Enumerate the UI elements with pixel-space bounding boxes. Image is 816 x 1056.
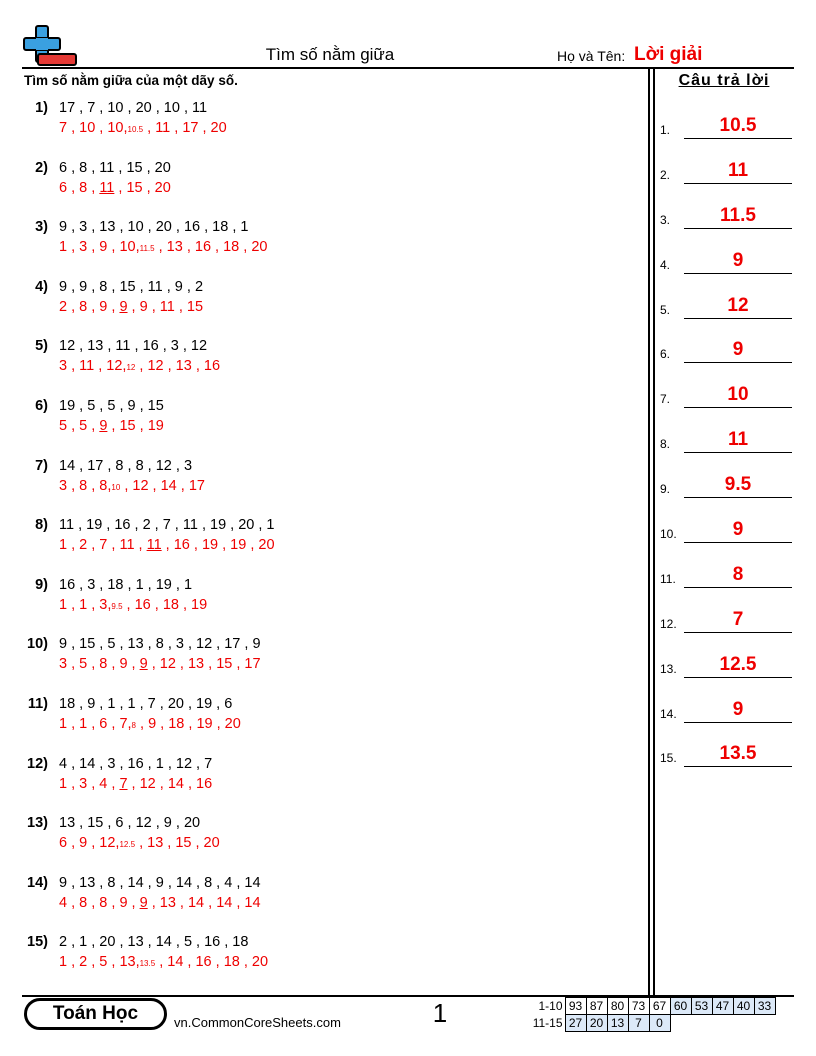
score-table-row-2 — [525, 1014, 671, 1032]
answer-item — [660, 471, 792, 516]
answer-value: 11.5 — [720, 204, 756, 226]
answer-value: 11 — [727, 159, 749, 181]
problem-number: 5) — [35, 338, 48, 355]
problem-item — [22, 696, 642, 756]
solution-median: 11 — [99, 179, 115, 196]
page-title: Tìm số nằm giữa — [265, 45, 395, 64]
problem-item — [22, 636, 642, 696]
problem-sequence: 6 , 8 , 11 , 15 , 20 — [59, 159, 171, 176]
answer-item — [660, 561, 792, 606]
answer-number: 15. — [660, 751, 677, 766]
solution-left: 6 , 9 , 12, — [59, 835, 120, 852]
problem-number: 12) — [27, 755, 48, 772]
score-range-label: 1-10 — [538, 999, 563, 1013]
answer-line — [684, 318, 792, 319]
answer-number: 8. — [660, 437, 671, 452]
solution-right: , 12 , 13 , 15 , 17 — [147, 656, 261, 673]
problem-item — [22, 934, 642, 994]
answer-list — [660, 112, 792, 785]
problem-number: 10) — [27, 636, 48, 653]
answer-value: 7 — [732, 608, 744, 630]
solution-median: 9.5 — [111, 601, 123, 611]
sorted-solution — [59, 656, 261, 672]
score-row — [525, 1015, 670, 1032]
score-cell: 40 — [733, 998, 754, 1015]
solution-left: 1 , 3 , 9 , 10, — [59, 239, 140, 256]
score-cell: 87 — [586, 998, 607, 1015]
answer-value: 12 — [727, 294, 749, 316]
answer-line — [684, 722, 792, 723]
score-cell: 93 — [565, 998, 586, 1015]
answer-number: 2. — [660, 167, 671, 182]
problem-number: 9) — [35, 576, 48, 593]
answer-line — [684, 587, 792, 588]
sorted-solution — [59, 358, 220, 374]
solution-left: 1 , 3 , 4 , — [59, 775, 120, 792]
score-cell: 60 — [670, 998, 691, 1015]
solution-right: , 9 , 18 , 19 , 20 — [136, 715, 241, 732]
solution-right: , 13 , 15 , 20 — [135, 835, 220, 852]
solution-median: 8 — [131, 720, 136, 730]
answer-item — [660, 426, 792, 471]
sorted-solution — [59, 180, 171, 196]
answer-value: 9 — [732, 339, 744, 361]
problem-number: 3) — [35, 219, 48, 236]
score-cell: 13 — [607, 1015, 628, 1032]
answer-value: 9 — [732, 249, 744, 271]
column-divider-left — [648, 67, 650, 995]
answer-line — [684, 362, 792, 363]
problem-sequence: 9 , 15 , 5 , 13 , 8 , 3 , 12 , 17 , 9 — [59, 636, 261, 653]
sorted-solution — [59, 299, 203, 315]
solution-median: 9 — [139, 656, 148, 673]
answer-number: 5. — [660, 302, 671, 317]
solution-median: 9 — [99, 417, 108, 434]
answer-item — [660, 696, 792, 741]
problem-item — [22, 756, 642, 816]
solution-left: 1 , 2 , 7 , 11 , — [59, 537, 147, 554]
problem-number: 6) — [35, 397, 48, 414]
problem-item — [22, 875, 642, 935]
problem-item — [22, 279, 642, 339]
answer-number: 1. — [660, 123, 671, 137]
answer-number: 4. — [660, 257, 671, 272]
answer-line — [684, 542, 792, 543]
answer-value: 8 — [732, 563, 744, 585]
solution-median: 11 — [146, 537, 162, 554]
problem-number: 13) — [27, 815, 48, 832]
solution-median: 13.5 — [139, 959, 156, 969]
answer-line — [684, 407, 792, 408]
solution-left: 4 , 8 , 8 , 9 , — [59, 894, 140, 911]
solution-right: , 14 , 16 , 18 , 20 — [155, 954, 269, 971]
score-range-label: 11-15 — [532, 1016, 563, 1030]
solution-median: 9 — [119, 298, 128, 315]
problem-item — [22, 458, 642, 518]
solution-left: 2 , 8 , 9 , — [59, 298, 120, 315]
solution-left: 3 , 11 , 12, — [59, 358, 127, 375]
solution-left: 1 , 2 , 5 , 13, — [59, 954, 140, 971]
top-divider — [22, 67, 794, 69]
answer-number: 10. — [660, 527, 677, 542]
answer-number: 3. — [660, 212, 671, 227]
score-cell: 27 — [565, 1015, 586, 1032]
problem-list — [22, 100, 642, 994]
solution-left: 7 , 10 , 10, — [59, 120, 128, 136]
problem-item — [22, 517, 642, 577]
solution-right: , 16 , 19 , 19 , 20 — [161, 537, 275, 554]
sorted-solution — [59, 776, 212, 792]
problem-item — [22, 577, 642, 637]
problem-item — [22, 160, 642, 220]
sorted-solution — [59, 954, 268, 970]
answer-value: 12.5 — [719, 653, 757, 675]
answer-item — [660, 606, 792, 651]
problem-sequence: 2 , 1 , 20 , 13 , 14 , 5 , 16 , 18 — [59, 934, 249, 951]
name-value: Lời giải — [634, 44, 703, 65]
answer-line — [684, 273, 792, 274]
problem-item — [22, 815, 642, 875]
problem-sequence: 18 , 9 , 1 , 1 , 7 , 20 , 19 , 6 — [59, 695, 233, 712]
answer-number: 13. — [660, 661, 677, 676]
problem-number: 11) — [27, 695, 48, 712]
problem-sequence: 9 , 3 , 13 , 10 , 20 , 16 , 18 , 1 — [59, 219, 249, 236]
problem-item — [22, 100, 642, 160]
answer-item — [660, 112, 792, 157]
problem-sequence: 19 , 5 , 5 , 9 , 15 — [59, 397, 164, 414]
answer-number: 14. — [660, 706, 677, 721]
problem-number: 2) — [35, 159, 48, 176]
answer-value: 9 — [732, 519, 744, 541]
score-row — [525, 998, 775, 1015]
answer-line — [684, 497, 792, 498]
solution-median: 9 — [139, 894, 148, 911]
solution-median: 12 — [126, 363, 136, 373]
brand-badge: Toán Học — [24, 998, 167, 1030]
name-label: Họ và Tên: — [557, 48, 626, 64]
problem-item — [22, 398, 642, 458]
solution-left: 1 , 1 , 6 , 7, — [59, 715, 132, 732]
answer-value: 11 — [727, 429, 749, 451]
solution-median: 7 — [119, 775, 128, 792]
problem-item — [22, 338, 642, 398]
score-cell: 47 — [712, 998, 733, 1015]
sorted-solution — [59, 597, 207, 613]
answer-item — [660, 740, 792, 785]
column-divider-right — [653, 67, 655, 995]
answer-value: 9 — [732, 698, 744, 720]
problem-sequence: 11 , 19 , 16 , 2 , 7 , 11 , 19 , 20 , 1 — [59, 517, 275, 534]
problem-number: 4) — [35, 278, 48, 295]
solution-median: 11.5 — [139, 244, 155, 254]
answer-item — [660, 651, 792, 696]
solution-right: , 16 , 18 , 19 — [122, 596, 208, 613]
answer-number: 11. — [660, 571, 676, 586]
solution-right: , 13 , 14 , 14 , 14 — [147, 894, 261, 911]
problem-sequence: 9 , 9 , 8 , 15 , 11 , 9 , 2 — [59, 278, 204, 295]
answer-line — [684, 677, 792, 678]
solution-right: , 15 , 19 — [107, 417, 164, 434]
solution-median: 10.5 — [127, 125, 144, 134]
answer-value: 10.5 — [719, 115, 757, 136]
answer-item — [660, 336, 792, 381]
problem-sequence: 14 , 17 , 8 , 8 , 12 , 3 — [59, 457, 193, 474]
sorted-solution — [59, 120, 227, 136]
score-table-row-1 — [525, 997, 776, 1015]
sorted-solution — [59, 239, 267, 255]
score-cell: 0 — [649, 1015, 670, 1032]
solution-right: , 12 , 14 , 17 — [120, 477, 205, 494]
answer-line — [684, 452, 792, 453]
score-cell: 20 — [586, 1015, 607, 1032]
score-cell: 67 — [649, 998, 670, 1015]
problem-sequence: 17 , 7 , 10 , 20 , 10 , 11 — [59, 100, 208, 116]
solution-right: , 12 , 13 , 16 — [135, 358, 221, 375]
answer-value: 9.5 — [724, 474, 752, 496]
answer-number: 12. — [660, 616, 677, 631]
score-cell: 73 — [628, 998, 649, 1015]
solution-left: 5 , 5 , — [59, 417, 100, 434]
problem-sequence: 9 , 13 , 8 , 14 , 9 , 14 , 8 , 4 , 14 — [59, 874, 261, 891]
problem-number: 1) — [35, 100, 48, 116]
page-number: 1 — [432, 998, 448, 1028]
solution-right: , 11 , 17 , 20 — [143, 120, 227, 136]
answer-item — [660, 292, 792, 337]
answer-item — [660, 247, 792, 292]
answer-line — [684, 138, 792, 139]
sorted-solution — [59, 537, 275, 553]
answer-item — [660, 157, 792, 202]
problem-sequence: 13 , 15 , 6 , 12 , 9 , 20 — [59, 815, 201, 832]
solution-left: 6 , 8 , — [59, 179, 100, 196]
solution-right: , 13 , 16 , 18 , 20 — [154, 239, 268, 256]
sorted-solution — [59, 478, 205, 494]
score-cell: 7 — [628, 1015, 649, 1032]
solution-left: 1 , 1 , 3, — [59, 596, 112, 613]
score-cell: 80 — [607, 998, 628, 1015]
score-cell: 53 — [691, 998, 712, 1015]
problem-number: 14) — [27, 874, 48, 891]
problem-sequence: 12 , 13 , 11 , 16 , 3 , 12 — [59, 338, 208, 355]
answer-number: 9. — [660, 482, 671, 497]
solution-right: , 15 , 20 — [114, 179, 171, 196]
problem-item — [22, 219, 642, 279]
solution-right: , 9 , 11 , 15 — [127, 298, 204, 315]
answer-value: 13.5 — [719, 743, 757, 765]
answers-title: Câu trả lời — [678, 72, 770, 89]
answer-item — [660, 202, 792, 247]
answer-line — [684, 766, 792, 767]
answer-number: 7. — [660, 392, 671, 407]
solution-left: 3 , 8 , 8, — [59, 477, 112, 494]
answer-value: 10 — [727, 384, 749, 406]
answer-item — [660, 516, 792, 561]
problem-sequence: 4 , 14 , 3 , 16 , 1 , 12 , 7 — [59, 755, 213, 772]
problem-number: 8) — [35, 517, 48, 534]
solution-median: 10 — [111, 482, 121, 492]
solution-median: 12.5 — [119, 840, 136, 850]
score-cell: 33 — [754, 998, 775, 1015]
problem-number: 15) — [27, 934, 48, 951]
solution-right: , 12 , 14 , 16 — [127, 775, 213, 792]
solution-left: 3 , 5 , 8 , 9 , — [59, 656, 140, 673]
answer-line — [684, 632, 792, 633]
answer-item — [660, 381, 792, 426]
site-url: vn.CommonCoreSheets.com — [174, 1015, 341, 1030]
instructions: Tìm số nằm giữa của một dãy số. — [24, 73, 238, 88]
answer-number: 6. — [660, 347, 671, 362]
sorted-solution — [59, 895, 261, 911]
problem-number: 7) — [35, 457, 48, 474]
answer-line — [684, 228, 792, 229]
problem-sequence: 16 , 3 , 18 , 1 , 19 , 1 — [59, 576, 193, 593]
sorted-solution — [59, 716, 241, 732]
sorted-solution — [59, 418, 164, 434]
sorted-solution — [59, 835, 220, 851]
answer-line — [684, 183, 792, 184]
